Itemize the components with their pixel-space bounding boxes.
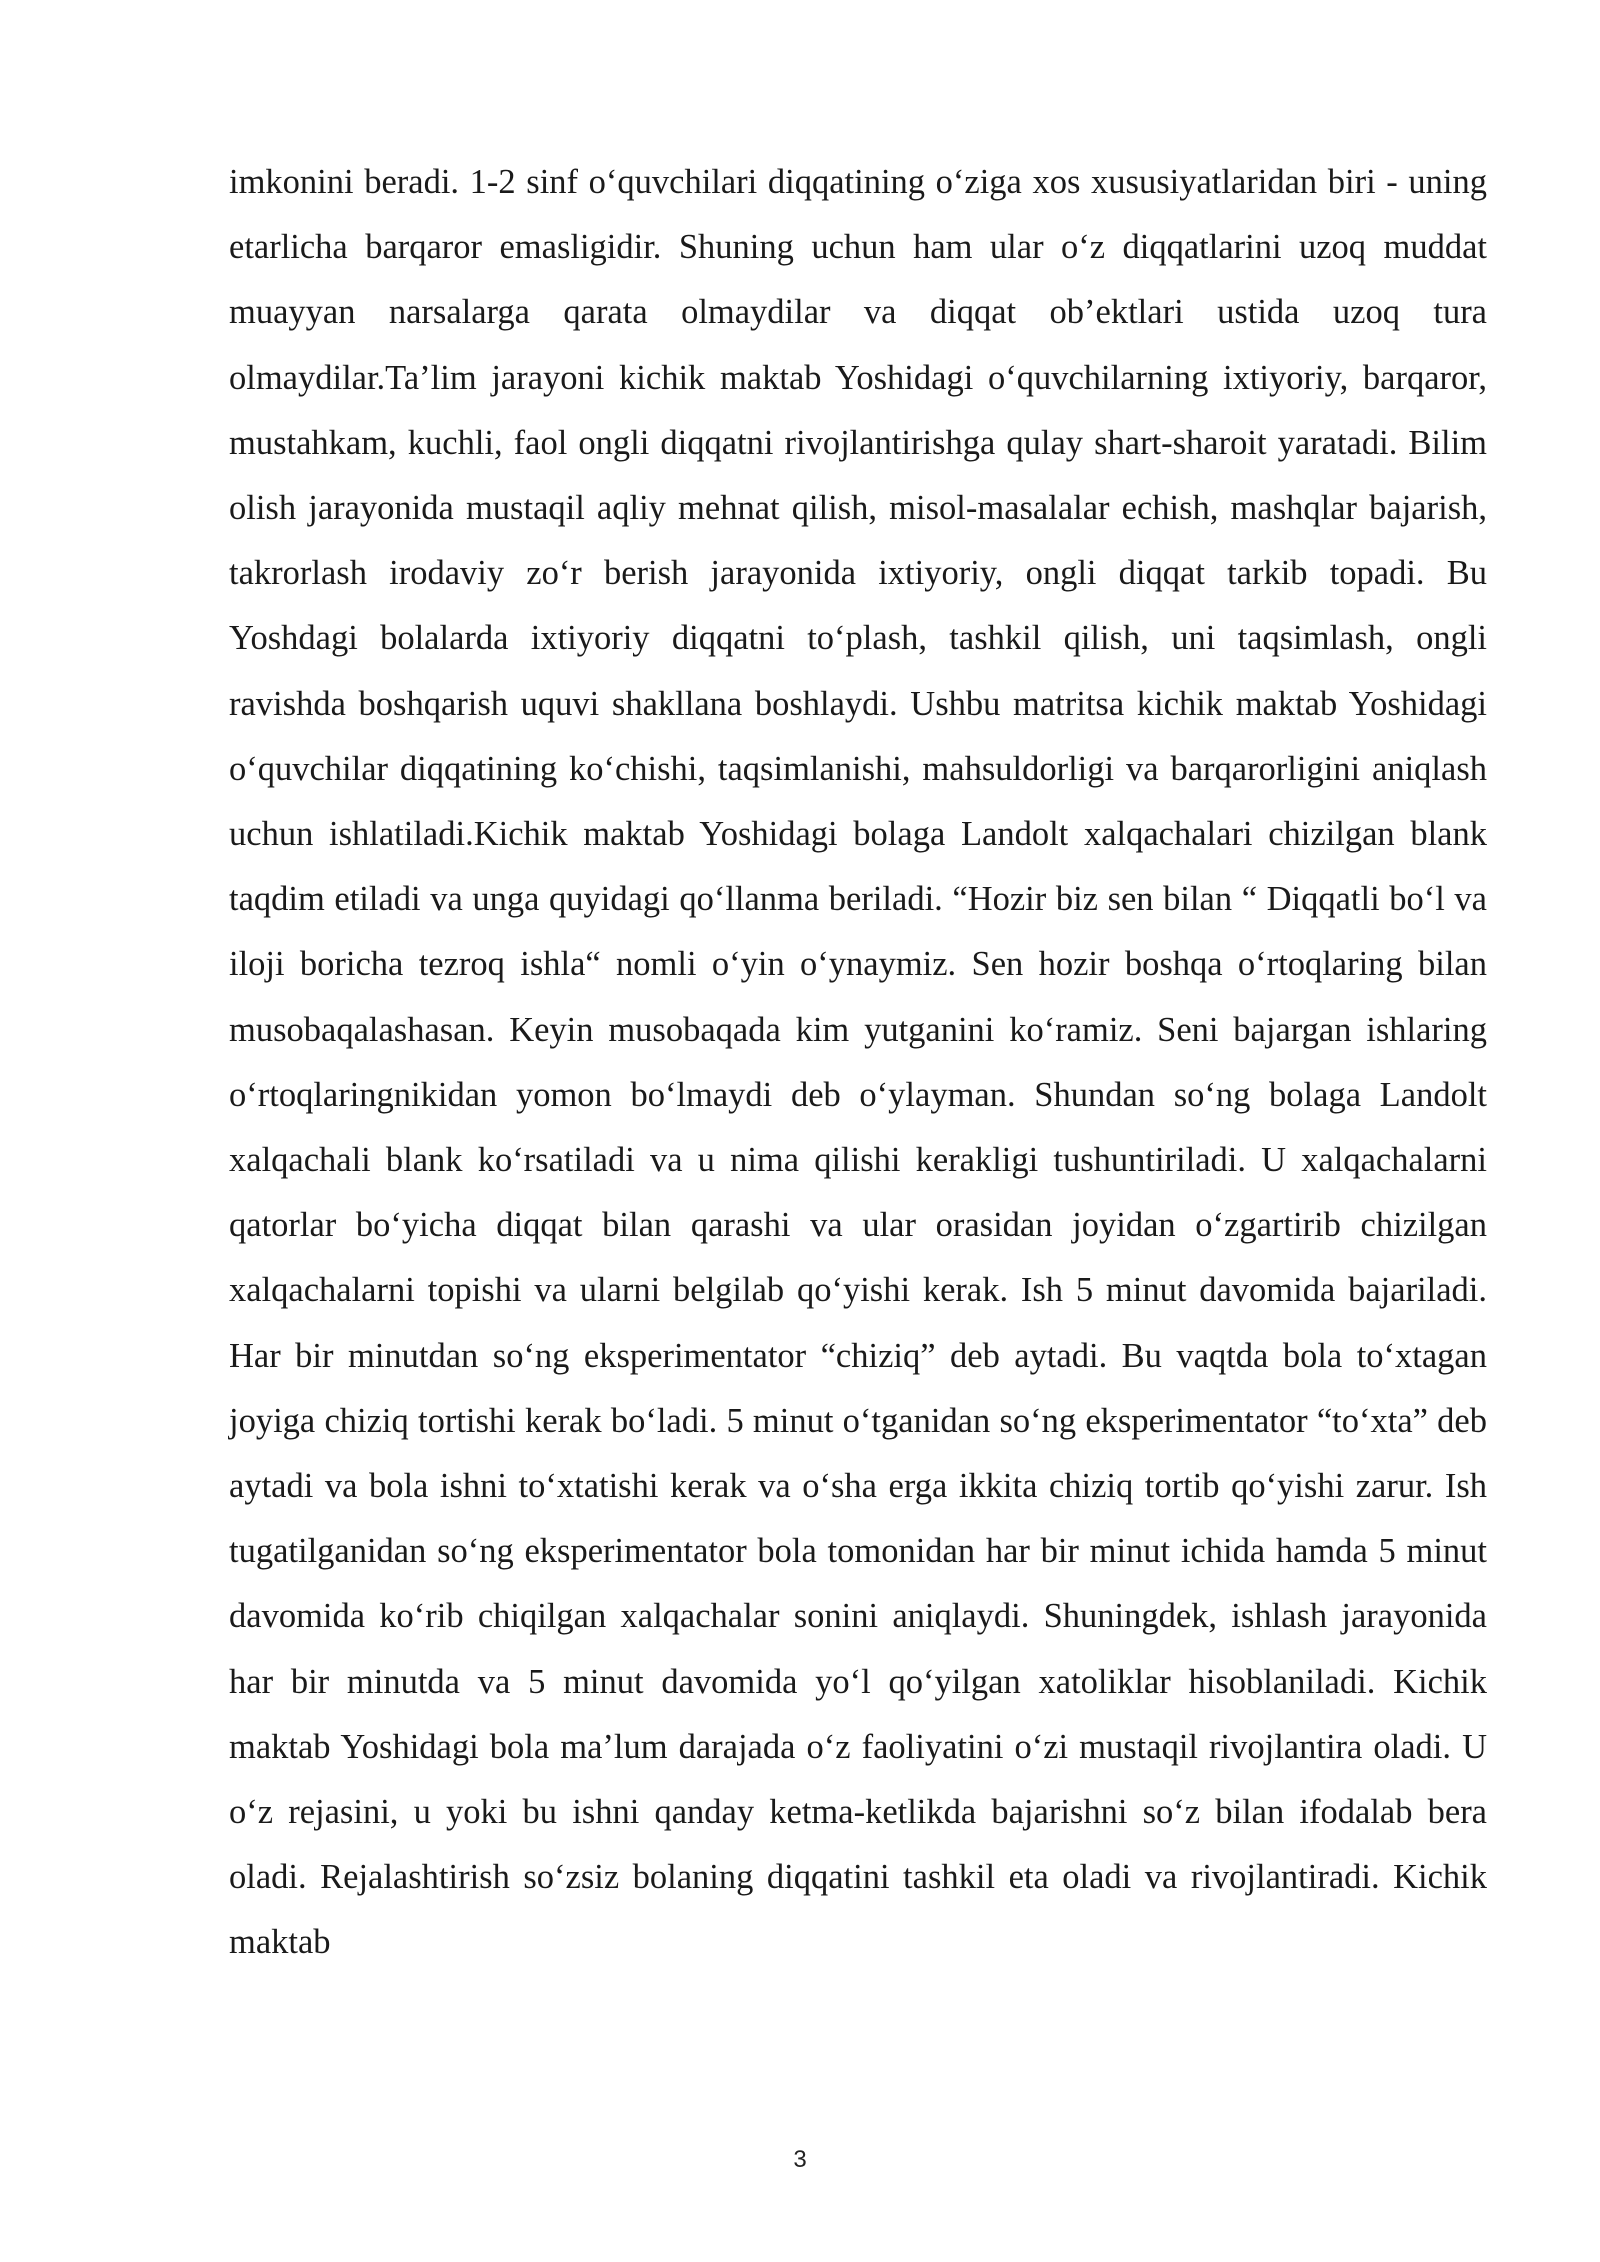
body-paragraph: imkonini beradi. 1-2 sinf o‘quvchilari diqqatining o‘ziga xos xususiyatlaridan biri - uning etarlicha barqaror emasligidir. Shuning uchun ham ular o‘z diqqatlarini uzoq muddat muayyan narsalarga qarata olmaydilar va diqqat ob’ektlari ustida uzoq tura olmaydilar.Ta’lim jarayoni kichik maktab Yoshidagi o‘quvchilarning ixtiyoriy, barqaror, mustahkam, kuchli, faol ongli diqqatni rivojlantirishga qulay shart-sharoit yaratadi. Bilim olish jarayonida mustaqil aqliy mehnat qilish, misol-masalalar echish, mashqlar bajarish, takrorlash irodaviy zo‘r berish jarayonida ixtiyoriy, ongli diqqat tarkib topadi. Bu Yoshdagi bolalarda ixtiyoriy diqqatni to‘plash, tashkil qilish, uni taqsimlash, ongli ravishda boshqarish uquvi shakllana boshlaydi. Ushbu matritsa kichik maktab Yoshidagi o‘quvchilar diqqatining ko‘chishi, taqsimlanishi, mahsuldorligi va barqarorligini aniqlash uchun ishlatiladi.Kichik maktab Yoshidagi bolaga Landolt xalqachalari chizilgan blank taqdim etiladi va unga quyidagi qo‘llanma beriladi. “Hozir biz sen bilan “ Diqqatli bo‘l va iloji boricha tezroq ishla“ nomli o‘yin o‘ynaymiz. Sen hozir boshqa o‘rtoqlaring bilan musobaqalashasan. Keyin musobaqada kim yutganini ko‘ramiz. Seni bajargan ishlaring o‘rtoqlaringnikidan yomon bo‘lmaydi deb o‘ylayman. Shundan so‘ng bolaga Landolt xalqachali blank ko‘rsatiladi va u nima qilishi kerakligi tushuntiriladi. U xalqachalarni qatorlar bo‘yicha diqqat bilan qarashi va ular orasidan joyidan o‘zgartirib chizilgan xalqachalarni topishi va ularni belgilab qo‘yishi kerak. Ish 5 minut davomida bajariladi. Har bir minutdan so‘ng eksperimentator “chiziq” deb aytadi. Bu vaqtda bola to‘xtagan joyiga chiziq tortishi kerak bo‘ladi. 5 minut o‘tganidan so‘ng eksperimentator “to‘xta” deb aytadi va bola ishni to‘xtatishi kerak va o‘sha erga ikkita chiziq tortib qo‘yishi zarur. Ish tugatilganidan so‘ng eksperimentator bola tomonidan har bir minut ichida hamda 5 minut davomida ko‘rib chiqilgan xalqachalar sonini aniqlaydi. Shuningdek, ishlash jarayonida har bir minutda va 5 minut davomida yo‘l qo‘yilgan xatoliklar hisoblaniladi. Kichik maktab Yoshidagi bola ma’lum darajada o‘z faoliyatini o‘zi mustaqil rivojlantira oladi. U o‘z rejasini, u yoki bu ishni qanday ketma-ketlikda bajarishni so‘z bilan ifodalab bera oladi. Rejalashtirish so‘zsiz bolaning diqqatini tashkil eta oladi va rivojlantiradi. Kichik maktab bbox=[229, 163, 1487, 1962]
page-number: 3 bbox=[793, 2146, 807, 2173]
